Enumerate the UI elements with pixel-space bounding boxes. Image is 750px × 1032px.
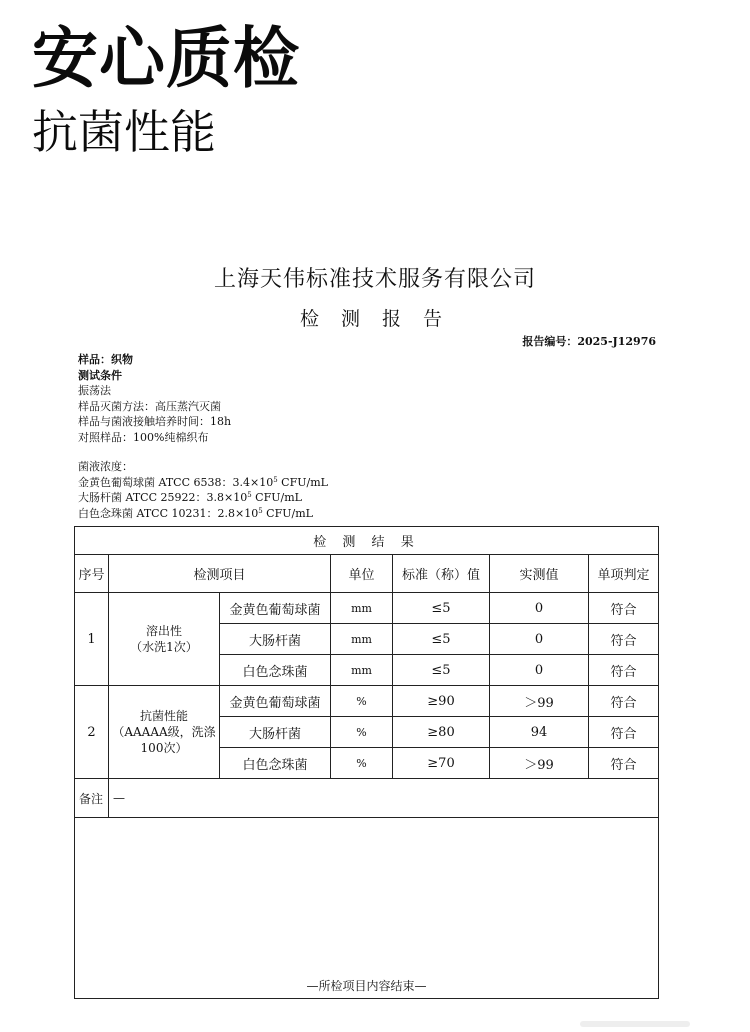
watermark-logo: [580, 1018, 690, 1030]
judgement-cell: 符合: [589, 624, 659, 655]
bacteria-concentration: [78, 459, 328, 521]
contact-time-line: 样品与菌液接触培养时间：18h: [78, 415, 232, 429]
judgement-cell: 符合: [589, 717, 659, 748]
end-of-items: —所检项目内容结束—: [75, 818, 659, 999]
remark-value: —: [109, 779, 659, 818]
standard-cell: ≥70: [393, 748, 490, 779]
control-line: 对照样品：100%纯棉织布: [78, 430, 209, 444]
remark-label: 备注: [75, 779, 109, 818]
table-row: [75, 593, 659, 624]
measured-cell: ＞99: [490, 748, 589, 779]
header-standard: 标准（称）值: [393, 555, 490, 593]
unit-cell: mm: [331, 655, 393, 686]
table-title-row: [75, 527, 659, 555]
group-no: 2: [75, 686, 109, 779]
group-no: 1: [75, 593, 109, 686]
standard-cell: ≤5: [393, 624, 490, 655]
standard-cell: ≥90: [393, 686, 490, 717]
standard-cell: ≥80: [393, 717, 490, 748]
blank-row: [75, 818, 659, 999]
bacteria-cell: 大肠杆菌: [220, 624, 331, 655]
report-number: 报告编号：2025-J12976: [522, 335, 656, 348]
company-name: 上海天伟标准技术服务有限公司: [213, 267, 536, 292]
bacteria-cell: 金黄色葡萄球菌: [220, 593, 331, 624]
judgement-cell: 符合: [589, 748, 659, 779]
standard-cell: ≤5: [393, 593, 490, 624]
remark-row: [75, 779, 659, 818]
concentration-title: 菌液浓度：: [78, 460, 133, 473]
group-item: 抗菌性能 （AAAAA级，洗涤 100次）: [109, 686, 220, 779]
measured-cell: 0: [490, 624, 589, 655]
unit-cell: %: [331, 748, 393, 779]
unit-cell: %: [331, 686, 393, 717]
header-unit: 单位: [331, 555, 393, 593]
standard-cell: ≤5: [393, 655, 490, 686]
report-title: 检 测 报 告: [299, 308, 451, 330]
unit-cell: %: [331, 717, 393, 748]
strain-line: 大肠杆菌 ATCC 25922：$3.8\times 10^5$ CFU/mL: [78, 491, 302, 505]
sterilization-line: 样品灭菌方法：高压蒸汽灭菌: [78, 399, 221, 413]
measured-cell: ＞99: [490, 686, 589, 717]
sample-line: 样品：织物: [78, 353, 133, 366]
header-item: 检测项目: [109, 555, 331, 593]
test-conditions: [78, 352, 231, 446]
method-line: 振荡法: [78, 384, 111, 398]
bacteria-cell: 大肠杆菌: [220, 717, 331, 748]
unit-cell: mm: [331, 593, 393, 624]
strain-line: 金黄色葡萄球菌 ATCC 6538：$3.4\times 10^5$ CFU/mL: [78, 475, 328, 489]
table-header-row: [75, 555, 659, 593]
judgement-cell: 符合: [589, 686, 659, 717]
judgement-cell: 符合: [589, 593, 659, 624]
judgement-cell: 符合: [589, 655, 659, 686]
group-item: 溶出性 （水洗1次）: [109, 593, 220, 686]
measured-cell: 0: [490, 655, 589, 686]
header-judgement: 单项判定: [589, 555, 659, 593]
conditions-title: 测试条件: [78, 368, 122, 382]
measured-cell: 94: [490, 717, 589, 748]
header-measured: 实测值: [490, 555, 589, 593]
table-title: 检 测 结 果: [75, 527, 659, 555]
unit-cell: mm: [331, 624, 393, 655]
bacteria-cell: 白色念珠菌: [220, 655, 331, 686]
bacteria-cell: 金黄色葡萄球菌: [220, 686, 331, 717]
headline-title: 安心质检: [32, 20, 300, 97]
headline-subtitle: 抗菌性能: [32, 105, 216, 159]
header-no: 序号: [75, 555, 109, 593]
bacteria-cell: 白色念珠菌: [220, 748, 331, 779]
strain-line: 白色念珠菌 ATCC 10231：$2.8\times 10^5$ CFU/mL: [78, 506, 313, 520]
table-row: [75, 686, 659, 717]
measured-cell: 0: [490, 593, 589, 624]
results-table: [74, 526, 659, 999]
